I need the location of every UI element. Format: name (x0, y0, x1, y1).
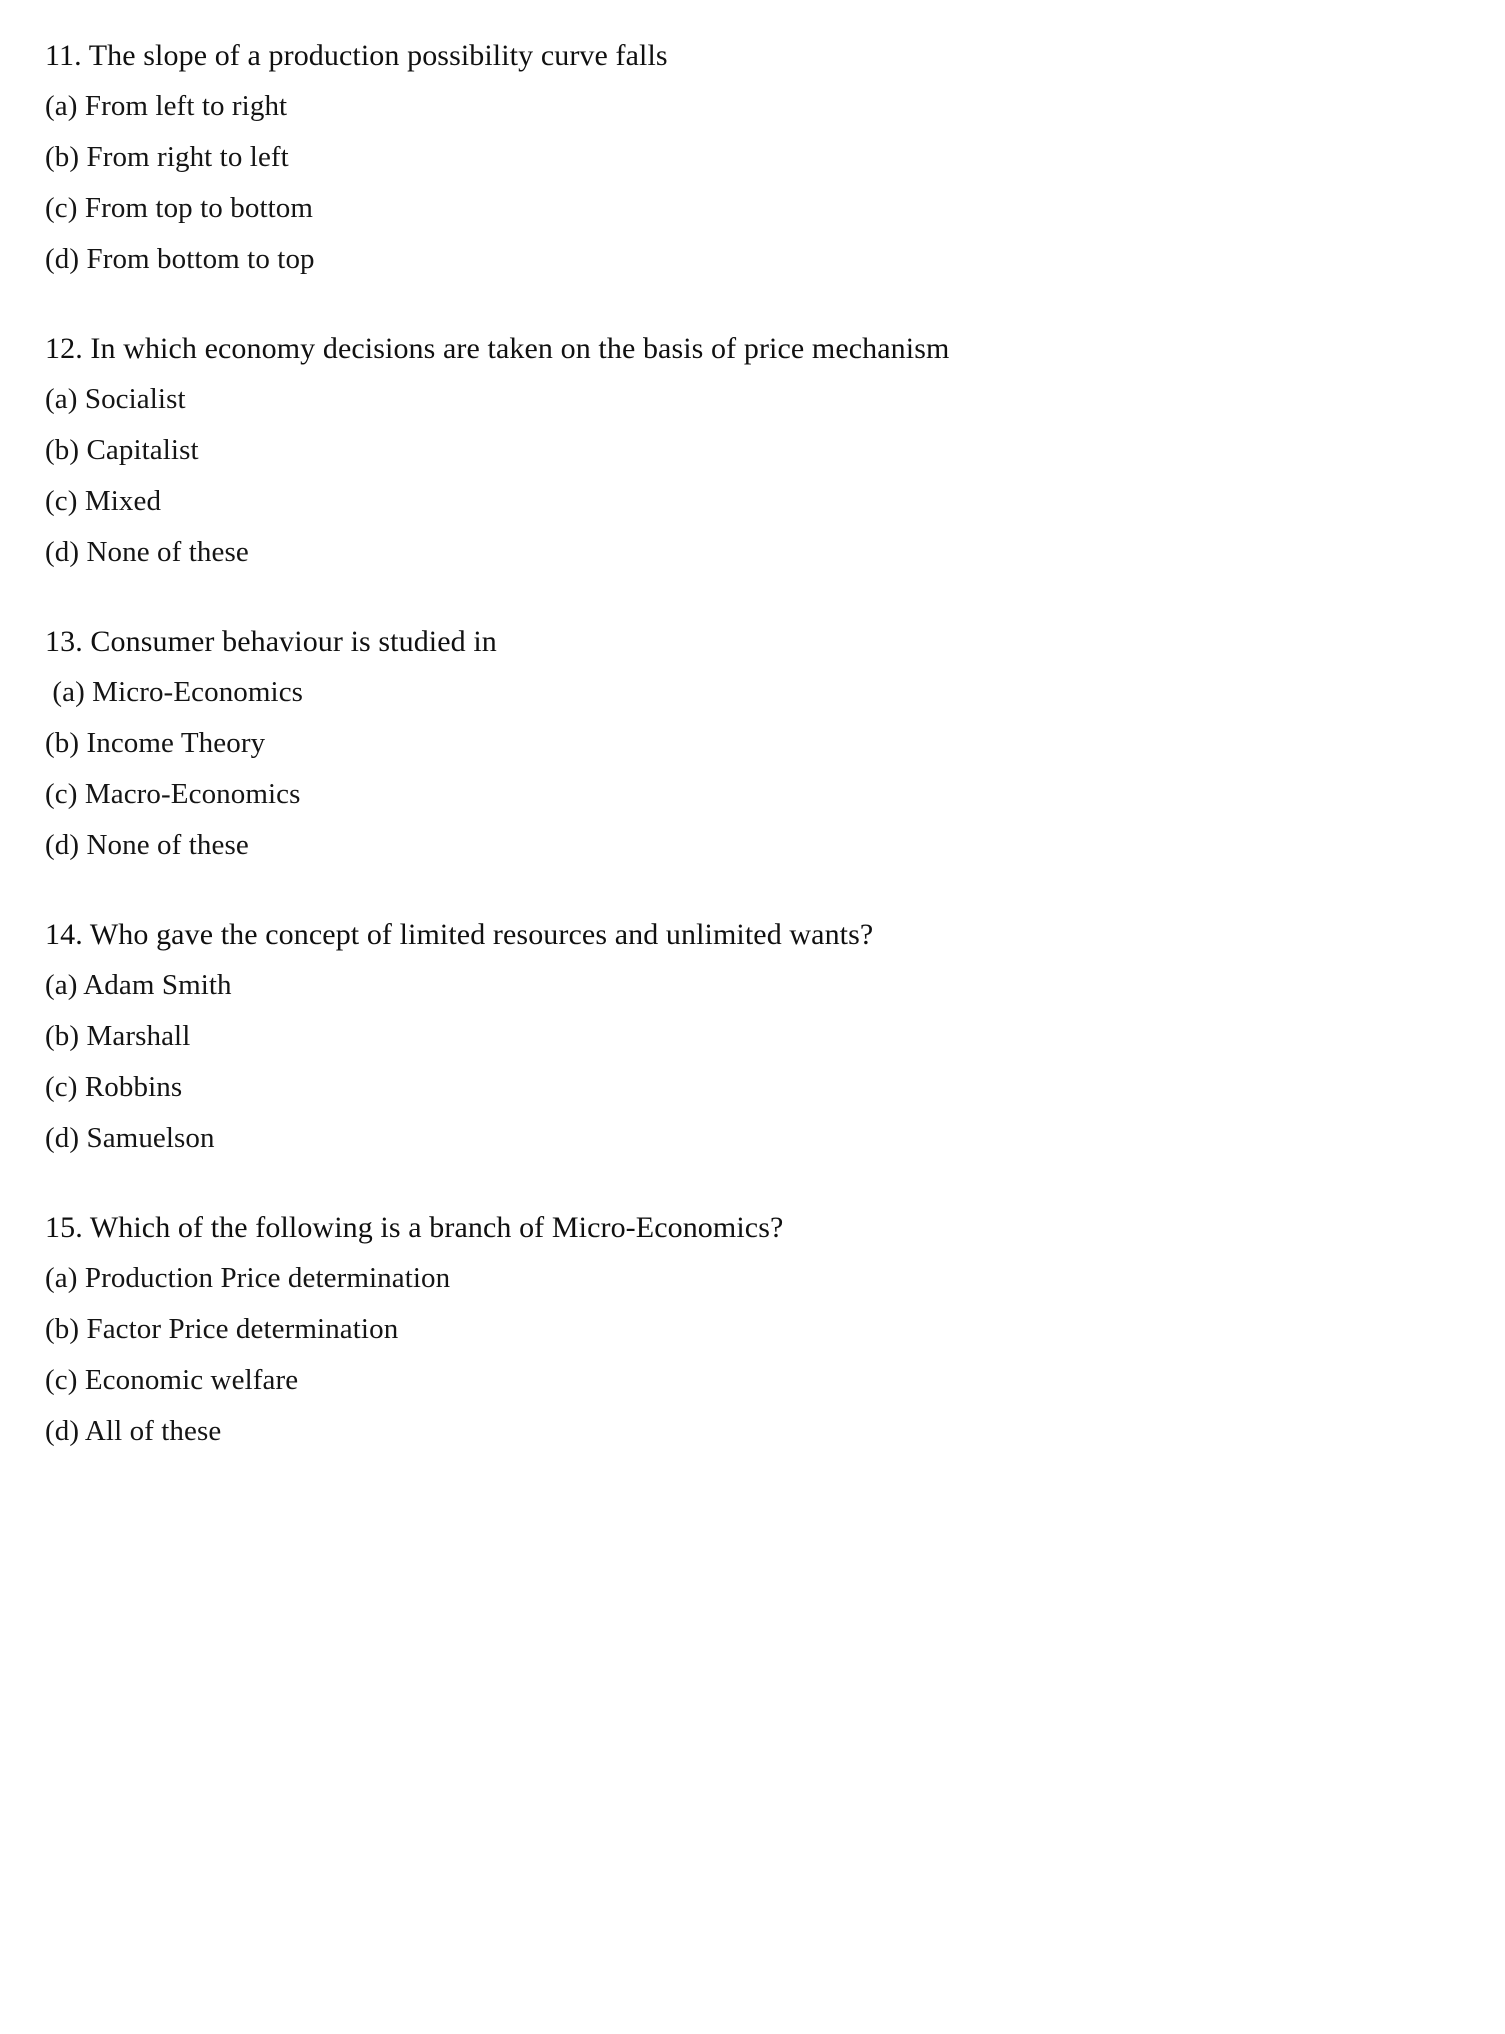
question-list (45, 30, 1465, 1457)
option-b[interactable]: (b) Income Theory (45, 727, 266, 759)
option-c[interactable]: (c) Economic welfare (45, 1364, 299, 1396)
option-b[interactable]: (b) Capitalist (45, 434, 199, 466)
option-a[interactable]: (a) Production Price determination (45, 1262, 451, 1294)
option-a[interactable]: (a) From left to right (45, 90, 288, 122)
option-b[interactable]: (b) Marshall (45, 1020, 191, 1052)
option-d[interactable]: (d) None of these (45, 829, 249, 861)
question-block (45, 909, 1465, 1164)
option-d[interactable]: (d) From bottom to top (45, 243, 315, 275)
option-a[interactable]: (a) Adam Smith (45, 969, 232, 1001)
option-b[interactable]: (b) From right to left (45, 141, 289, 173)
option-c[interactable]: (c) Macro-Economics (45, 778, 301, 810)
question-block (45, 1202, 1465, 1457)
question-text: 11. The slope of a production possibility curve falls (45, 39, 668, 72)
question-text: 12. In which economy decisions are taken on the basis of price mechanism (45, 332, 950, 365)
option-a[interactable]: (a) Micro-Economics (45, 676, 304, 708)
question-block (45, 30, 1465, 285)
question-text: 13. Consumer behaviour is studied in (45, 625, 497, 658)
option-b[interactable]: (b) Factor Price determination (45, 1313, 399, 1345)
option-d[interactable]: (d) Samuelson (45, 1122, 215, 1154)
option-c[interactable]: (c) From top to bottom (45, 192, 314, 224)
option-c[interactable]: (c) Mixed (45, 485, 162, 517)
question-block (45, 616, 1465, 871)
question-text: 15. Which of the following is a branch of Micro-Economics? (45, 1211, 784, 1244)
question-block (45, 323, 1465, 578)
option-a[interactable]: (a) Socialist (45, 383, 186, 415)
option-d[interactable]: (d) All of these (45, 1415, 222, 1447)
option-c[interactable]: (c) Robbins (45, 1071, 183, 1103)
option-d[interactable]: (d) None of these (45, 536, 249, 568)
question-text: 14. Who gave the concept of limited resources and unlimited wants? (45, 918, 874, 951)
